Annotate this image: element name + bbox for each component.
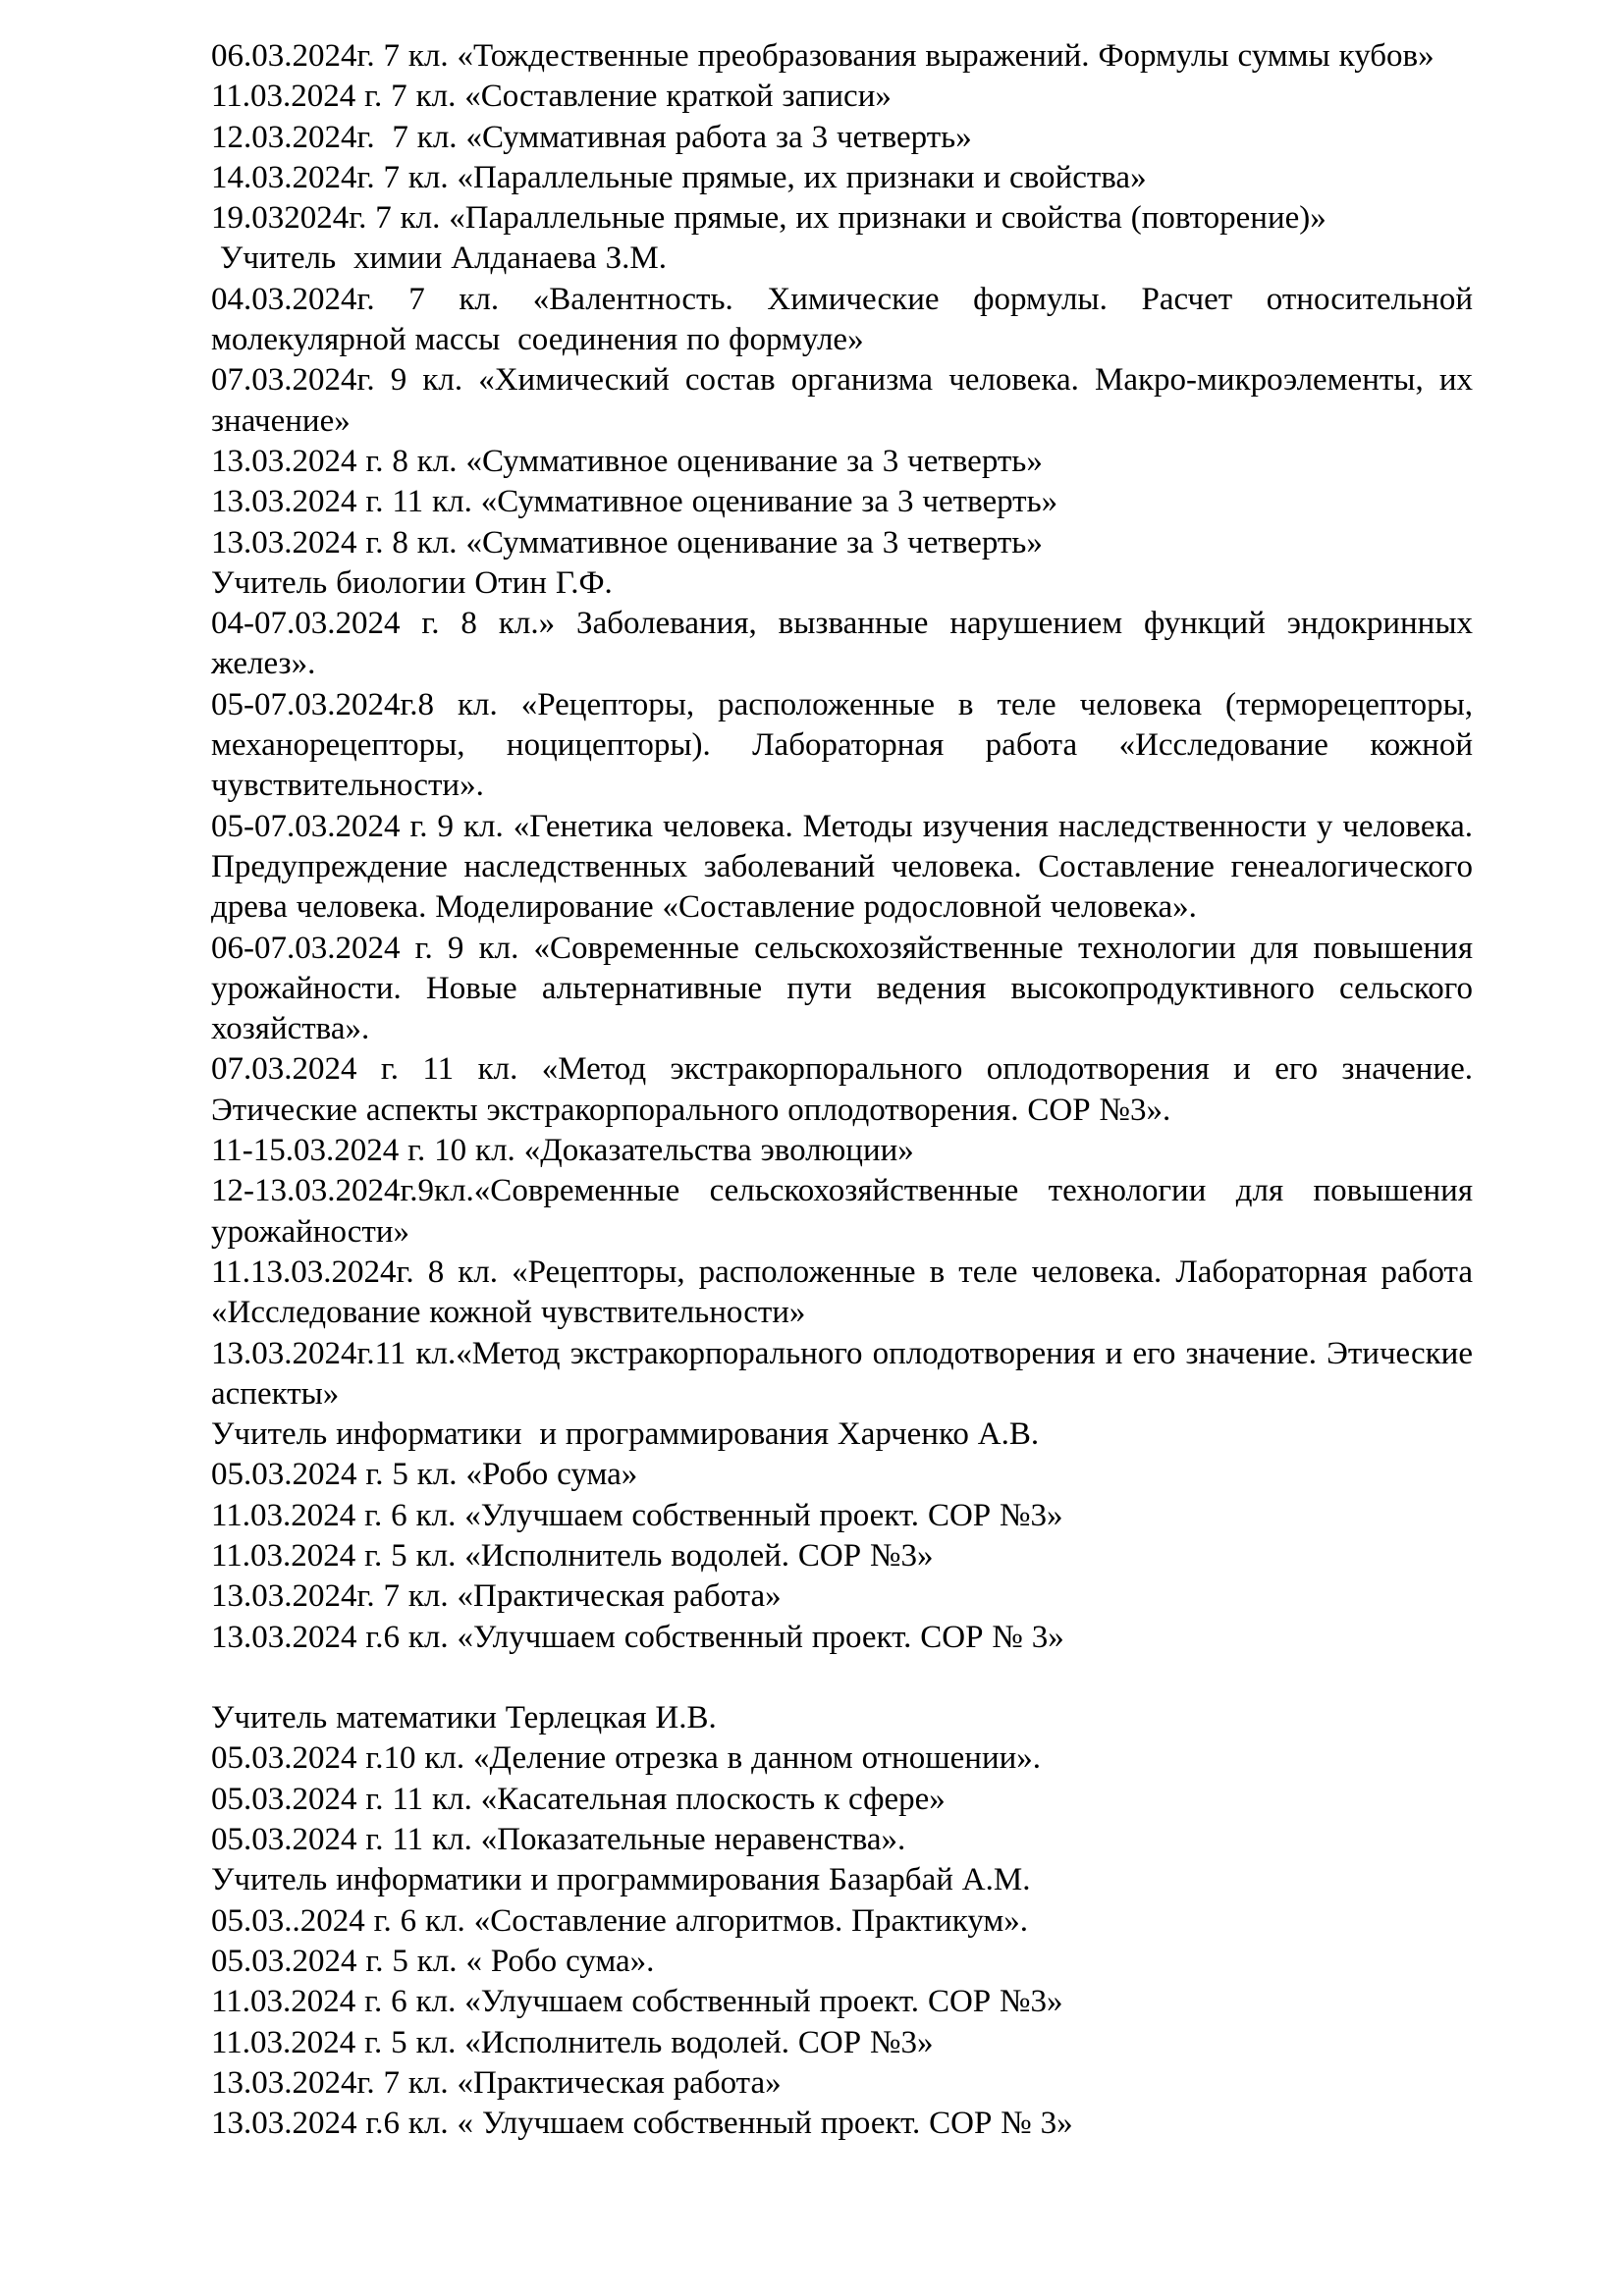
paragraph-line: 11.03.2024 г. 6 кл. «Улучшаем собственный проект. СОР №3» (211, 1497, 1063, 1533)
paragraph-line: 06-07.03.2024 г. 9 кл. «Современные сельскохозяйственные технологии для повышения урожайности. Новые альтернативные пути ведения высокопродуктивного сельского хозяйства». (211, 930, 1482, 1047)
paragraph-line: 12.03.2024г. 7 кл. «Суммативная работа за 3 четверть» (211, 119, 972, 155)
paragraph-line: 12-13.03.2024г.9кл.«Современные сельскохозяйственные технологии для повышения урожайности» (211, 1173, 1482, 1250)
paragraph-line: 04-07.03.2024 г. 8 кл.» Заболевания, вызванные нарушением функций эндокринных желез». (211, 606, 1482, 682)
paragraph-line: 11.03.2024 г. 5 кл. «Исполнитель водолей. СОР №3» (211, 2024, 934, 2060)
paragraph-line: 13.03.2024 г. 8 кл. «Суммативное оценивание за 3 четверть» (211, 524, 1043, 561)
paragraph-line: 14.03.2024г. 7 кл. «Параллельные прямые, их признаки и свойства» (211, 159, 1147, 195)
paragraph-line: Учитель биологии Отин Г.Ф. (211, 564, 613, 601)
paragraph-line (211, 1658, 1473, 1698)
paragraph-line: 11.03.2024 г. 6 кл. «Улучшаем собственный проект. СОР №3» (211, 1984, 1063, 2020)
paragraph-line: 04.03.2024г. 7 кл. «Валентность. Химические формулы. Расчет относительной молекулярной массы соединения по формуле» (211, 281, 1482, 358)
paragraph-line: Учитель информатики и программирования Харченко А.В. (211, 1416, 1040, 1453)
paragraph-line: 13.03.2024г. 7 кл. «Практическая работа» (211, 1578, 782, 1615)
paragraph-line: 07.03.2024 г. 11 кл. «Метод экстракорпорального оплодотворения и его значение. Этические аспекты экстракорпорального оплодотворения. СОР №3». (211, 1051, 1482, 1128)
paragraph-line: 11.03.2024 г. 5 кл. «Исполнитель водолей. СОР №3» (211, 1537, 934, 1574)
paragraph-line: 13.03.2024г.11 кл.«Метод экстракорпорального оплодотворения и его значение. Этические аспекты» (211, 1335, 1482, 1412)
paragraph-line: 05.03.2024 г. 11 кл. «Показательные неравенства». (211, 1822, 906, 1858)
paragraph-line: 05-07.03.2024 г. 9 кл. «Генетика человека. Методы изучения наследственности у человека. Предупреждение наследственных заболеваний человека. Составление генеалогического древа человека. Моделирование «Составление родословной человека». (211, 808, 1482, 926)
paragraph-line: 11.03.2024 г. 7 кл. «Составление краткой записи» (211, 79, 892, 115)
lesson-schedule-text (211, 36, 1482, 2144)
paragraph-line: 06.03.2024г. 7 кл. «Тождественные преобразования выражений. Формулы суммы кубов» (211, 38, 1435, 74)
paragraph-line: 05.03.2024 г. 5 кл. «Робо сума» (211, 1457, 638, 1493)
paragraph-line: 13.03.2024г. 7 кл. «Практическая работа» (211, 2064, 782, 2101)
paragraph-line: 19.032024г. 7 кл. «Параллельные прямые, их признаки и свойства (повторение)» (211, 200, 1326, 237)
paragraph-line: 13.03.2024 г. 8 кл. «Суммативное оценивание за 3 четверть» (211, 443, 1043, 479)
paragraph-line: 13.03.2024 г. 11 кл. «Суммативное оценивание за 3 четверть» (211, 484, 1058, 520)
paragraph-line: Учитель математики Терлецкая И.В. (211, 1700, 717, 1736)
paragraph-line: 05.03..2024 г. 6 кл. «Составление алгоритмов. Практикум». (211, 1902, 1029, 1939)
paragraph-line: 13.03.2024 г.6 кл. « Улучшаем собственный проект. СОР № 3» (211, 2106, 1073, 2142)
paragraph-line: Учитель химии Алданаева З.М. (211, 240, 667, 277)
paragraph-line: 05.03.2024 г. 11 кл. «Касательная плоскость к сфере» (211, 1781, 946, 1817)
paragraph-line: 11-15.03.2024 г. 10 кл. «Доказательства эволюции» (211, 1133, 914, 1169)
paragraph-line: 11.13.03.2024г. 8 кл. «Рецепторы, расположенные в теле человека. Лабораторная работа «Исследование кожной чувствительности» (211, 1254, 1482, 1331)
paragraph-line: 05.03.2024 г.10 кл. «Деление отрезка в данном отношении». (211, 1740, 1042, 1777)
paragraph-line: Учитель информатики и программирования Базарбай А.М. (211, 1862, 1031, 1898)
paragraph-line: 05.03.2024 г. 5 кл. « Робо сума». (211, 1943, 655, 1979)
paragraph-line: 05-07.03.2024г.8 кл. «Рецепторы, расположенные в теле человека (терморецепторы, механорецепторы, ноцицепторы). Лабораторная работа «Исследование кожной чувствительности». (211, 686, 1482, 804)
paragraph-line: 07.03.2024г. 9 кл. «Химический состав организма человека. Макро-микроэлементы, их значение» (211, 362, 1482, 439)
paragraph-line: 13.03.2024 г.6 кл. «Улучшаем собственный проект. СОР № 3» (211, 1619, 1064, 1655)
